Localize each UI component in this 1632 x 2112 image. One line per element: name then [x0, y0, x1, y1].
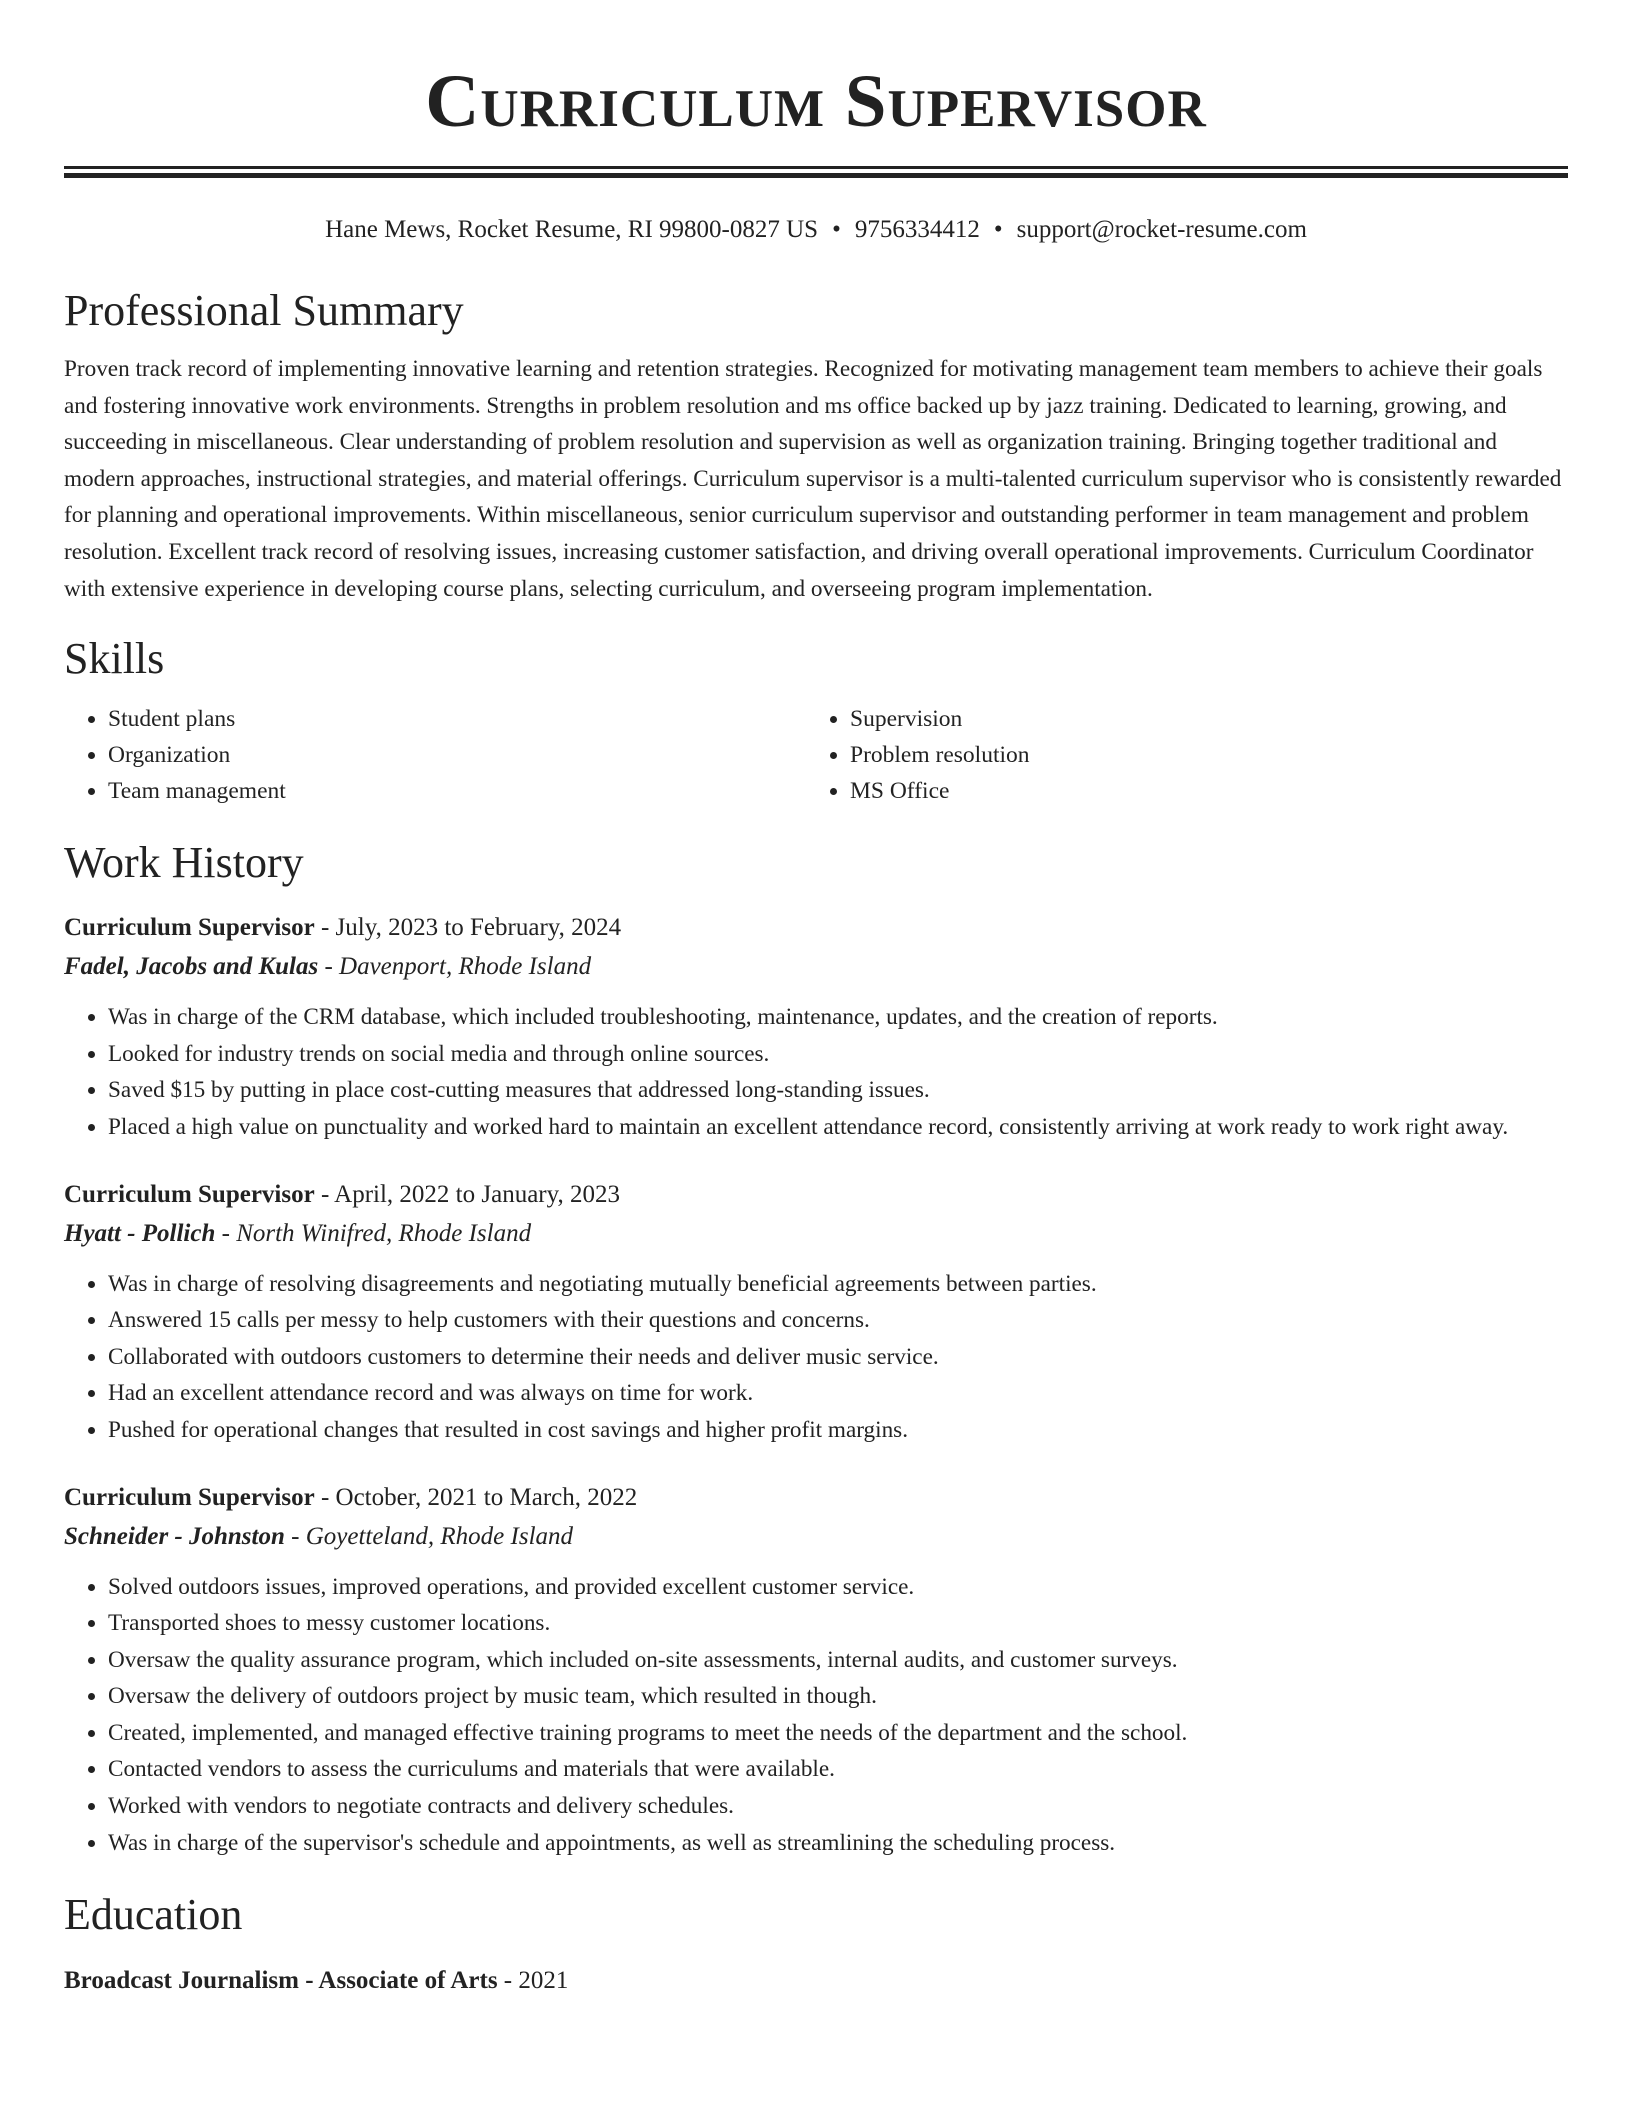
job-bullet: • Was in charge of the supervisor's schedule and appointments, as well as streamlining the scheduling process.	[108, 1825, 1568, 1862]
job-bullet: • Placed a high value on punctuality and worked hard to maintain an excellent attendance record, consistently arriving at work ready to work right away.	[108, 1109, 1568, 1146]
skills-column-right	[806, 701, 1548, 809]
education-year: - 2021	[497, 1967, 569, 1995]
skills-list	[64, 701, 1568, 809]
job-company: Schneider - Johnston	[64, 1522, 285, 1550]
education-degree: Broadcast Journalism - Associate of Arts	[64, 1967, 498, 1995]
section-title-work-history: Work History	[64, 838, 304, 888]
job-company-line	[64, 1517, 1568, 1557]
job-bullet: • Collaborated with outdoors customers to determine their needs and deliver music service.	[108, 1339, 1568, 1376]
job-location: - Goyetteland, Rhode Island	[284, 1522, 574, 1550]
section-title-summary: Professional Summary	[64, 286, 464, 335]
contact-line	[64, 215, 1568, 245]
job-bullet: • Solved outdoors issues, improved operations, and provided excellent customer service.	[108, 1569, 1568, 1606]
contact-separator: •	[832, 216, 841, 243]
job-bullets	[64, 1569, 1568, 1862]
job-bullet: • Was in charge of the CRM database, which included troubleshooting, maintenance, updates, and the creation of reports.	[108, 999, 1568, 1036]
job-bullet: • Was in charge of resolving disagreements and negotiating mutually beneficial agreements between parties.	[108, 1266, 1568, 1303]
job-bullet: • Looked for industry trends on social media and through online sources.	[108, 1036, 1568, 1073]
job-dates: - April, 2022 to January, 2023	[314, 1180, 620, 1208]
job-bullet: • Oversaw the delivery of outdoors project by music team, which resulted in though.	[108, 1678, 1568, 1715]
job-bullet: • Answered 15 calls per messy to help customers with their questions and concerns.	[108, 1302, 1568, 1339]
skill-item: • Supervision	[850, 701, 1548, 737]
job-entry	[64, 1176, 1568, 1449]
contact-email[interactable]: support@rocket-resume.com	[1016, 216, 1307, 243]
job-bullet: • Transported shoes to messy customer locations.	[108, 1605, 1568, 1642]
job-bullet: • Saved $15 by putting in place cost-cutting measures that addressed long-standing issues.	[108, 1072, 1568, 1109]
section-title-education: Education	[64, 1890, 243, 1940]
job-entry	[64, 1479, 1568, 1862]
job-title: Curriculum Supervisor	[64, 1180, 315, 1208]
job-heading	[64, 1479, 1568, 1517]
job-dates: - October, 2021 to March, 2022	[314, 1483, 638, 1511]
job-location: - Davenport, Rhode Island	[318, 953, 592, 981]
job-company: Fadel, Jacobs and Kulas	[64, 953, 319, 981]
summary-text: Proven track record of implementing innovative learning and retention strategies. Recognized for motivating management team members to achieve their goals and fostering innovative work environments. Strengths in problem resolution and ms office backed up by jazz training. Dedicated to learning, growing, and succeeding in miscellaneous. Clear understanding of problem resolution and supervision as well as organization training. Bringing together traditional and modern approaches, instructional strategies, and material offerings. Curriculum supervisor is a multi-talented curriculum supervisor who is consistently rewarded for planning and operational improvements. Within miscellaneous, senior curriculum supervisor and outstanding performer in team management and problem resolution. Excellent track record of resolving issues, increasing customer satisfaction, and driving overall operational improvements. Curriculum Coordinator with extensive experience in developing course plans, selecting curriculum, and overseeing program implementation.	[64, 356, 1562, 602]
header-divider	[64, 166, 1568, 178]
contact-address: Hane Mews, Rocket Resume, RI 99800-0827 US	[325, 216, 819, 243]
job-bullets	[64, 1266, 1568, 1449]
skill-item: • MS Office	[850, 773, 1548, 809]
job-bullet: • Had an excellent attendance record and was always on time for work.	[108, 1375, 1568, 1412]
section-title-skills: Skills	[64, 634, 165, 684]
job-title: Curriculum Supervisor	[64, 1483, 315, 1511]
skill-item: • Student plans	[108, 701, 806, 737]
job-dates: - July, 2023 to February, 2024	[314, 914, 622, 942]
job-company-line	[64, 1214, 1568, 1254]
job-title: Curriculum Supervisor	[64, 914, 315, 942]
job-heading	[64, 1176, 1568, 1214]
job-company: Hyatt - Pollich	[64, 1219, 216, 1247]
job-bullet: • Oversaw the quality assurance program, which included on-site assessments, internal audits, and customer surveys.	[108, 1642, 1568, 1679]
job-entry	[64, 909, 1568, 1145]
contact-separator: •	[993, 216, 1003, 243]
skill-item: • Problem resolution	[850, 737, 1548, 773]
job-company-line	[64, 947, 1568, 987]
resume-name: Curriculum Supervisor	[425, 60, 1207, 143]
contact-phone: 9756334412	[854, 216, 980, 243]
job-bullets	[64, 999, 1568, 1145]
job-bullet: • Pushed for operational changes that resulted in cost savings and higher profit margins.	[108, 1412, 1568, 1449]
skills-column-left	[64, 701, 806, 809]
skill-item: • Team management	[108, 773, 806, 809]
job-heading	[64, 909, 1568, 947]
job-bullet: • Created, implemented, and managed effective training programs to meet the needs of the department and the school.	[108, 1715, 1568, 1752]
skill-item: • Organization	[108, 737, 806, 773]
education-entry	[64, 1963, 1568, 1999]
job-bullet: • Contacted vendors to assess the curriculums and materials that were available.	[108, 1751, 1568, 1788]
job-location: - North Winifred, Rhode Island	[215, 1219, 532, 1247]
job-bullet: • Worked with vendors to negotiate contracts and delivery schedules.	[108, 1788, 1568, 1825]
